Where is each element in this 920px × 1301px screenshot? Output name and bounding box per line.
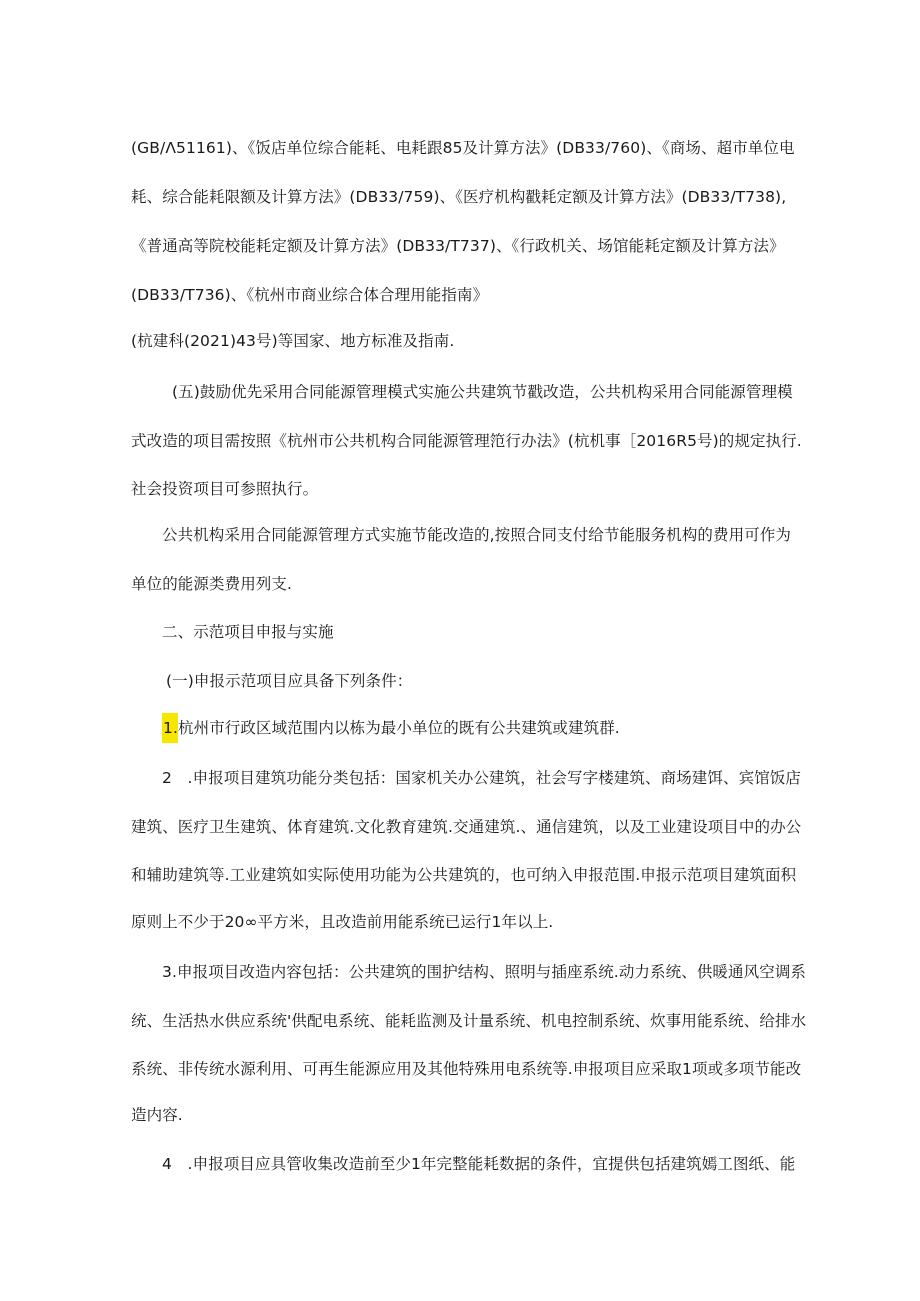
highlighted-number: 1. (162, 713, 178, 743)
text-line: 单位的能源类费用列支. (131, 575, 293, 593)
text-line (162, 717, 620, 739)
text-line: 系统、非传统水源利用、可再生能源应用及其他特殊用电系统等.申报项目应采取1项或多项节能改 (131, 1060, 802, 1078)
text-line: 造内容. (131, 1106, 183, 1124)
text-line: 公共机构采用合同能源管理方式实施节能改造的,按照合同支付给节能服务机构的费用可作为 (162, 526, 792, 544)
text-line: 4 .申报项目应具管收集改造前至少1年完整能耗数据的条件，宜提供包括建筑嫣工图纸、能 (162, 1155, 796, 1173)
text-line: 社会投资项目可参照执行。 (131, 480, 319, 498)
text-line: 建筑、医疗卫生建筑、体育建筑.文化教育建筑.交通建筑.、通信建筑，以及工业建设项目中的办公 (131, 818, 802, 836)
text-line: 耗、综合能耗限额及计算方法》(DB33/759)、《医疗机构戳耗定额及计算方法》(DB33/T738), (131, 188, 787, 206)
text-line: (五)鼓励优先采用合同能源管理模式实施公共建筑节戳改造，公共机构采用合同能源管理模 (172, 383, 793, 401)
text-line: (GB/Λ51161)、《饭店单位综合能耗、电耗跟85及计算方法》(DB33/760)、《商场、超市单位电 (131, 139, 795, 157)
section-heading: 二、示范项目申报与实施 (162, 623, 334, 641)
text-line: 统、生活热水供应系统'供配电系统、能耗监测及计量系统、机电控制系统、炊事用能系统、给排水 (131, 1012, 807, 1030)
text-line: (杭建科(2021)43号)等国家、地方标准及指南. (131, 332, 455, 350)
text-line: 式改造的项目需按照《杭州市公共机构合同能源管理笵行办法》(杭机事［2016R5号)的规定执行. (131, 432, 802, 450)
subsection-heading: (一)申报示范项目应具备下列条件： (166, 672, 413, 690)
text-line: (DB33/T736)、《杭州市商业综合体合理用能指南》 (131, 286, 489, 304)
text-line: 3.申报项目改造内容包括：公共建筑的围护结构、照明与插座系统.动力系统、供暖通风空调系 (162, 963, 807, 981)
text-span: 杭州市行政区域范围内以栋为最小单位的既有公共建筑或建筑群. (178, 719, 620, 737)
text-line: 《普通高等院校能耗定额及计算方法》(DB33/T737)、《行政机关、场馆能耗定额及计算方法》 (131, 237, 785, 255)
text-line: 和辅助建筑等.工业建筑如实际使用功能为公共建筑的，也可纳入申报范围.申报示范项目建筑面积 (131, 866, 797, 884)
text-line: 2 .申报项目建筑功能分类包括：国家机关办公建筑，社会写字楼建筑、商场建饵、宾馆饭店 (162, 769, 801, 787)
text-line: 原则上不少于20∞平方米，且改造前用能系统已运行1年以上. (131, 913, 554, 931)
